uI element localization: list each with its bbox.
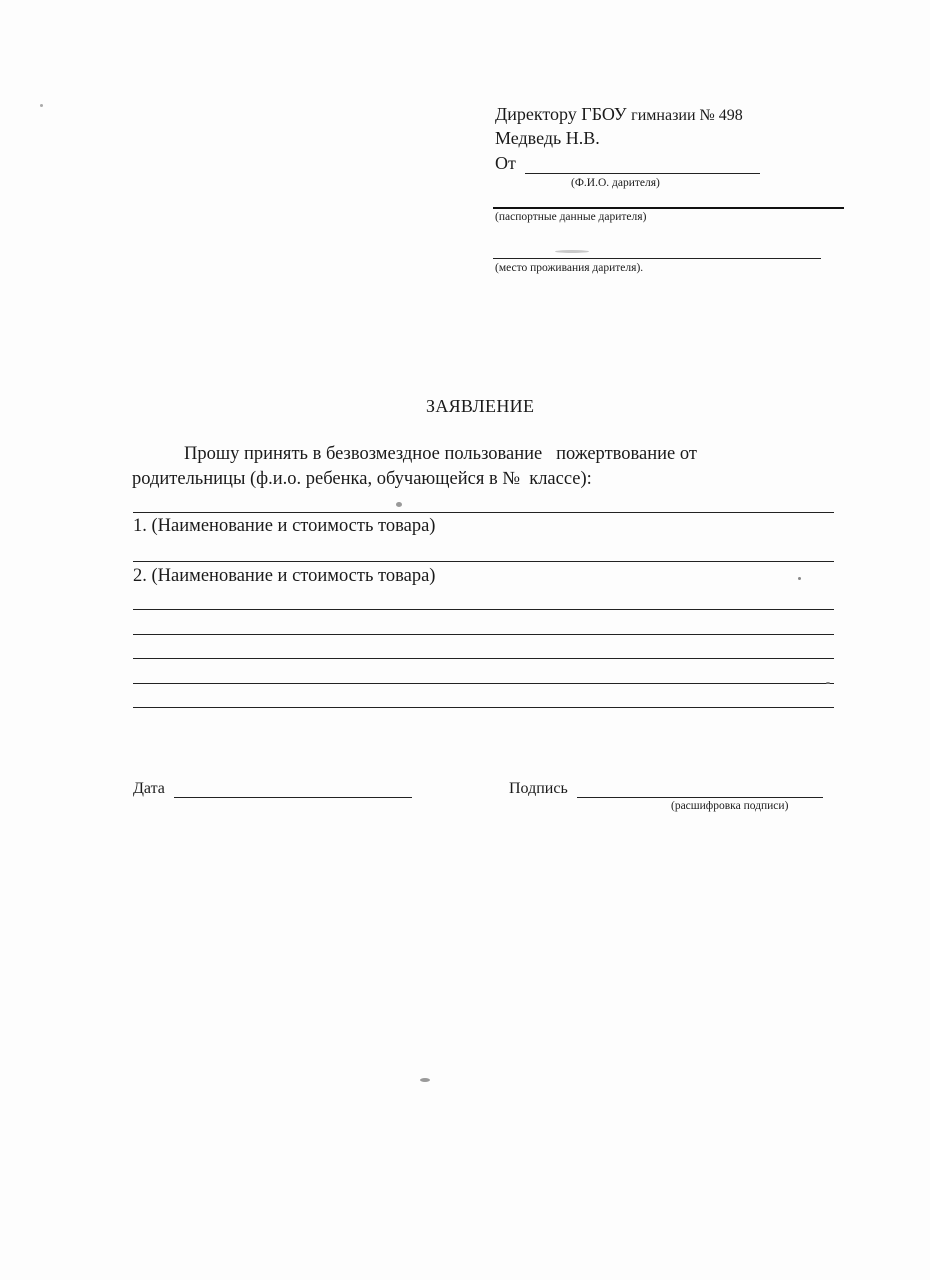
blank-line-2 xyxy=(133,561,834,562)
from-fio-line xyxy=(525,173,760,174)
scan-speck xyxy=(826,682,830,684)
scan-speck xyxy=(396,502,402,507)
fio-caption: (Ф.И.О. дарителя) xyxy=(571,177,660,189)
signature-line xyxy=(577,797,823,798)
passport-caption: (паспортные данные дарителя) xyxy=(495,211,647,223)
passport-line xyxy=(493,207,844,209)
blank-line-4 xyxy=(133,634,834,635)
addressee-prefix: Директору ГБОУ xyxy=(495,104,627,124)
from-label: От xyxy=(495,153,516,173)
scan-speck xyxy=(555,250,589,253)
blank-line-3 xyxy=(133,609,834,610)
address-caption: (место проживания дарителя). xyxy=(495,262,644,274)
item-1: 1. (Наименование и стоимость товара) xyxy=(133,516,436,536)
blank-line-5 xyxy=(133,658,834,659)
addressee-line xyxy=(495,104,743,125)
document-title: ЗАЯВЛЕНИЕ xyxy=(426,396,535,416)
addressee-school: гимназии № 498 xyxy=(631,107,743,124)
signature-caption: (расшифровка подписи) xyxy=(671,800,789,812)
scan-speck xyxy=(40,104,43,107)
address-line xyxy=(493,258,821,259)
director-name: Медведь Н.В. xyxy=(495,128,600,148)
request-line-1: Прошу принять в безвозмездное пользование пожертвование от xyxy=(184,444,697,464)
scan-speck xyxy=(798,577,801,580)
request-line-2: родительницы (ф.и.о. ребенка, обучающейся в № классе): xyxy=(132,469,592,489)
date-label: Дата xyxy=(133,780,165,797)
blank-line-7 xyxy=(133,707,834,708)
scan-speck xyxy=(420,1078,430,1082)
signature-label: Подпись xyxy=(509,780,568,797)
blank-line-6 xyxy=(133,683,834,684)
item-2: 2. (Наименование и стоимость товара) xyxy=(133,566,436,586)
date-line xyxy=(174,797,412,798)
blank-line-1 xyxy=(133,512,834,513)
